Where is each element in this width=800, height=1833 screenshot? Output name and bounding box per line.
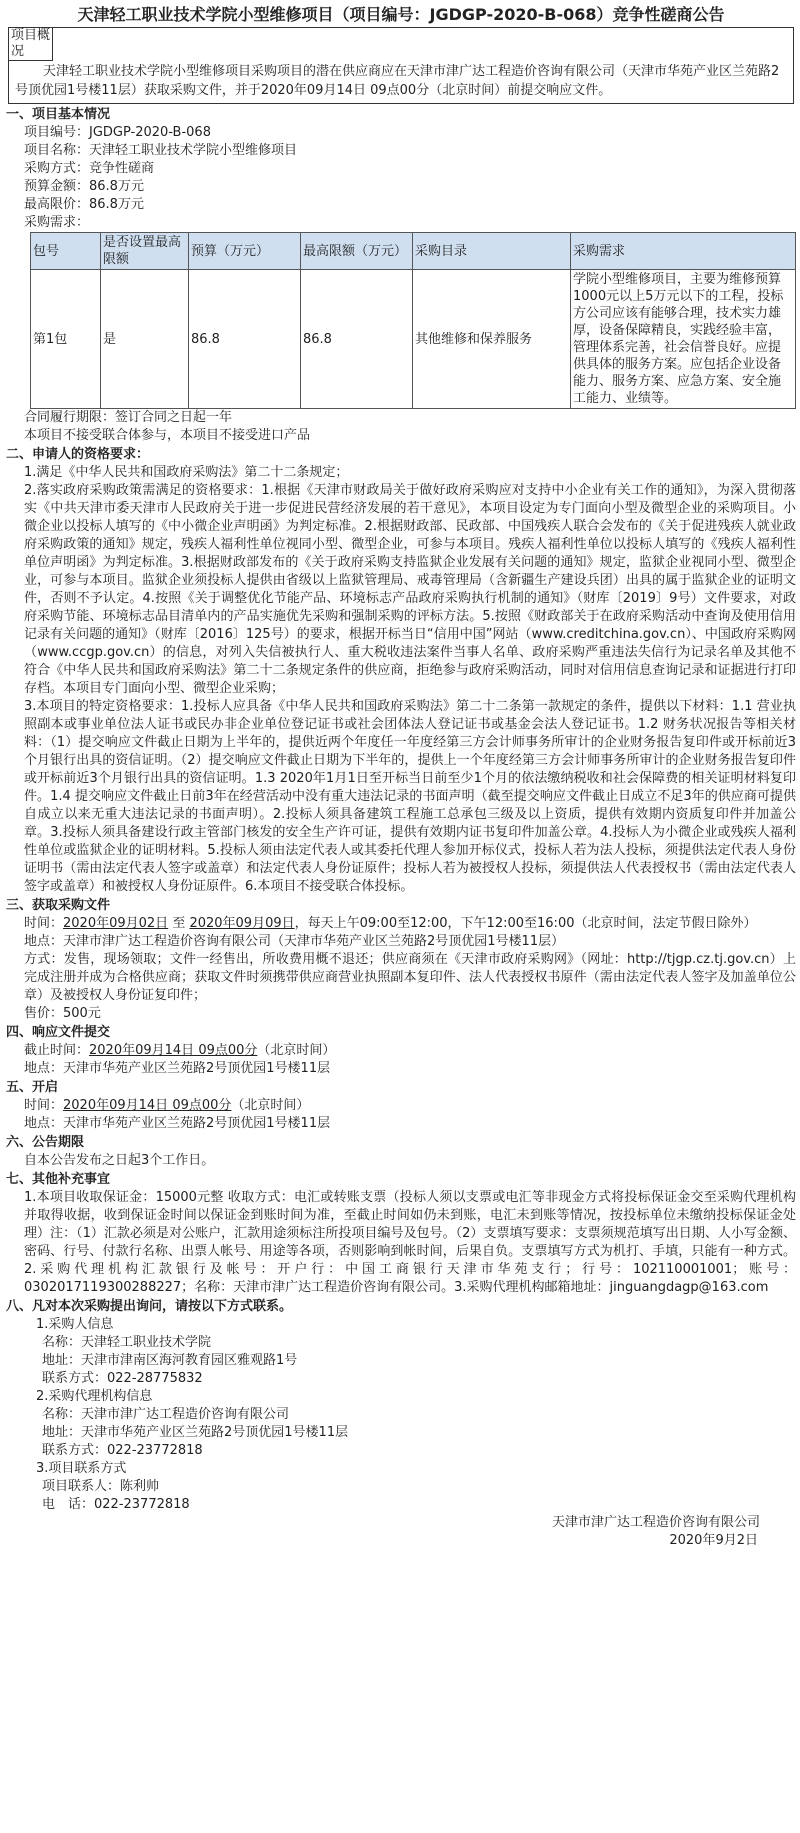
contract-term: 合同履行期限：签订合同之日起一年 [24, 410, 233, 425]
qualification-1: 1.满足《中华人民共和国政府采购法》第二十二条规定； [24, 465, 349, 480]
table-cell: 其他维修和保养服务 [413, 270, 571, 409]
submission-deadline [6, 1042, 796, 1060]
section-contacts [6, 1298, 796, 1514]
qualification-3: 3.本项目的特定资格要求：1.投标人应具备《中华人民共和国政府采购法》第二十二条第一款规定的条件，提供以下材料：1.1 营业执照副本或事业单位法人证书或民办非企业单位登记证书或社会团体法人登记证书或基金会法人登记证书。1.2 财务状况报告等相关材料：（1）提交响应文件截止日期为上半年的，提供近两个年度任一年度经第三方会计师事务所审计的企业财务报告复印件或开标前近3个月银行出具的资信证明。（2）提交响应文件截止日期为下半年的，提供上一个年度经第三方会计师事务所审计的企业财务报告复印件或开标前近3个月银行出具的资信证明。1.3 2020年1月1日至开标当日前至少1个月的依法缴纳税收和社会保障费的相关证明材料复印件。1.4 提交响应文件截止日前3年在经营活动中没有重大违法记录的书面声明（截至提交响应文件截止日成立不足3年的供应商可提供自成立以来无重大违法记录的书面声明）。2.投标人须具备建筑工程施工总承包三级及以上资质，提供有效期内资质复印件并加盖公章。3.投标人须具备建设行政主管部门核发的安全生产许可证，提供有效期内证书复印件加盖公章。4.投标人为小微企业或残疾人福利性单位或监狱企业的证明材料。5.投标人须由法定代表人或其委托代理人参加开标仪式，投标人若为法人投标，须提供法定代表人身份证明书（需由法定代表人签字或盖章）和法定代表人身份证原件；投标人若为被授权人投标，须提供法人代表授权书（需由法定代表人签字或盖章）和被授权人身份证原件。6.本项目不接受联合体投标。 [24, 699, 796, 894]
opening-time-suffix: （北京时间） [231, 1098, 310, 1113]
agency-address: 地址：天津市华苑产业区兰苑路2号顶优园1号楼11层 [42, 1425, 349, 1440]
requirement-label: 采购需求： [24, 215, 90, 230]
submission-place: 地点：天津市华苑产业区兰苑路2号顶优园1号楼11层 [24, 1061, 331, 1076]
table-cell: 86.8 [189, 270, 301, 409]
page-title: 天津轻工职业技术学院小型维修项目（项目编号：JGDGP-2020-B-068）竞争性磋商公告 [77, 5, 725, 24]
obtain-place: 地点：天津市津广达工程造价咨询有限公司（天津市华苑产业区兰苑路2号顶优园1号楼11层） [24, 934, 565, 949]
overview-label: 项目概况 [9, 28, 53, 61]
col-header: 采购需求 [571, 233, 796, 270]
section-notice-period [6, 1134, 796, 1170]
footer [6, 1514, 796, 1550]
purchaser-title: 1.采购人信息 [36, 1317, 114, 1332]
section-other-matters [6, 1171, 796, 1297]
section-heading: 一、项目基本情况 [6, 107, 111, 122]
project-contact-phone: 电 话：022-23772818 [42, 1497, 190, 1512]
section-heading: 三、获取采购文件 [6, 898, 111, 913]
agency-title: 2.采购代理机构信息 [36, 1389, 153, 1404]
obtain-time-mid: 至 [168, 916, 190, 931]
section-heading: 八、凡对本次采购提出询问，请按以下方式联系。 [6, 1299, 293, 1314]
section-obtain-documents [6, 897, 796, 1023]
project-contact-person: 项目联系人：陈利帅 [42, 1479, 160, 1494]
deadline-prefix: 截止时间： [24, 1043, 90, 1058]
section-heading: 四、响应文件提交 [6, 1025, 111, 1040]
obtain-time-suffix: ，每天上午09:00至12:00，下午12:00至16:00（北京时间，法定节假日除外） [294, 916, 757, 931]
obtain-time-to: 2020年09月09日 [189, 916, 295, 931]
section-heading: 六、公告期限 [6, 1135, 85, 1150]
col-header: 是否设置最高限额 [101, 233, 189, 270]
overview-box [8, 27, 794, 104]
col-header: 预算（万元） [189, 233, 301, 270]
col-header: 包号 [31, 233, 101, 270]
project-name: 项目名称：天津轻工职业技术学院小型维修项目 [24, 143, 298, 158]
obtain-price: 售价：500元 [24, 1006, 101, 1021]
agency-phone: 联系方式：022-23772818 [42, 1443, 203, 1458]
other-matters-text: 1.本项目收取保证金：15000元整 收取方式：电汇或转账支票（投标人须以支票或电汇等非现金方式将投标保证金交至采购代理机构并取得收据，收到保证金时间以保证金到账时间为准，至截止时间如仍未到账，电汇未到账等情况，按投标单位未缴纳投标保证金处理）注：（1）汇款必须是对公账户，汇款用途须标注所投项目编号及包号。（2）支票填写要求：支票须规范填写出日期、人小写金额、密码、行号、付款行名称、出票人帐号、用途等各项，否则影响到帐时间，后果自负。支票填写方式为机打、手填，只能有一种方式。2.采购代理机构汇款银行及帐号：开户行：中国工商银行天津市华苑支行；行号：102110001001；账号：0302017119300288227；名称：天津市津广达工程造价咨询有限公司。3.采购代理机构邮箱地址：jinguangdagp@163.com [24, 1190, 796, 1295]
project-contact-title: 3.项目联系方式 [36, 1461, 127, 1476]
table-header-row [31, 233, 796, 270]
purchaser-address: 地址：天津市津南区海河教育园区雅观路1号 [42, 1353, 298, 1368]
opening-place: 地点：天津市华苑产业区兰苑路2号顶优园1号楼11层 [24, 1116, 331, 1131]
table-cell: 是 [101, 270, 189, 409]
footer-org: 天津市津广达工程造价咨询有限公司 [551, 1515, 760, 1530]
notice-period-text: 自本公告发布之日起3个工作日。 [24, 1153, 215, 1168]
qualification-2: 2.落实政府采购政策需满足的资格要求：1.根据《天津市财政局关于做好政府采购应对支持中小企业有关工作的通知》，为深入贯彻落实《中共天津市委天津市人民政府关于进一步促进民营经济发展的若干意见》，本项目设定为专门面向小型及微型企业的采购项目。小微企业以投标人填写的《中小微企业声明函》为判定标准。2.根据财政部、民政部、中国残疾人联合会发布的《关于促进残疾人就业政府采购政策的通知》规定，残疾人福利性单位视同小型、微型企业，可参与本项目。残疾人福利性单位以投标人填写的《残疾人福利性单位声明函》为判定标准。3.根据财政部发布的《关于政府采购支持监狱企业发展有关问题的通知》规定，监狱企业视同小型、微型企业，可参与本项目。监狱企业须投标人提供由省级以上监狱管理局、戒毒管理局（含新疆生产建设兵团）出具的属于监狱企业的证明文件，否则不予认定。4.按照《关于调整优化节能产品、环境标志产品政府采购执行机制的通知》（财库〔2019〕9号）文件要求，对政府采购节能、环境标志品目清单内的产品实施优先采购和强制采购的评标方法。5.按照《财政部关于在政府采购活动中查询及使用信用记录有关问题的通知》（财库〔2016〕125号）的要求，根据开标当日“信用中国”网站（www.creditchina.gov.cn）、中国政府采购网（www.ccgp.gov.cn）的信息，对列入失信被执行人、重大税收违法案件当事人名单、政府采购严重违法失信行为记录名单及其他不符合《中华人民共和国政府采购法》第二十二条规定条件的供应商，拒绝参与政府采购活动，同时对信用信息查询记录和证据进行打印存档。本项目专门面向小型、微型企业采购； [24, 483, 796, 696]
consortium-note: 本项目不接受联合体参与，本项目不接受进口产品 [24, 428, 311, 443]
opening-time [6, 1097, 796, 1115]
col-header: 最高限额（万元） [301, 233, 413, 270]
col-header: 采购目录 [413, 233, 571, 270]
deadline-suffix: （北京时间） [257, 1043, 336, 1058]
requirements-table [30, 232, 796, 409]
obtain-time-from: 2020年09月02日 [63, 916, 169, 931]
opening-time-prefix: 时间： [24, 1098, 64, 1113]
project-number: 项目编号：JGDGP-2020-B-068 [24, 125, 211, 140]
table-row [31, 270, 796, 409]
opening-time-value: 2020年09月14日 09点00分 [63, 1098, 232, 1113]
table-cell: 86.8 [301, 270, 413, 409]
deadline-value: 2020年09月14日 09点00分 [89, 1043, 258, 1058]
overview-text: 天津轻工职业技术学院小型维修项目采购项目的潜在供应商应在天津市津广达工程造价咨询有限公司（天津市华苑产业区兰苑路2号顶优园1号楼11层）获取采购文件，并于2020年09月14日 09点00分（北京时间）前提交响应文件。 [15, 64, 780, 98]
section-heading: 七、其他补充事宜 [6, 1172, 111, 1187]
procurement-method: 采购方式：竞争性磋商 [24, 161, 155, 176]
purchaser-name: 名称：天津轻工职业技术学院 [42, 1335, 212, 1350]
section-heading: 二、申请人的资格要求： [6, 447, 150, 462]
obtain-time-prefix: 时间： [24, 916, 64, 931]
obtain-method: 方式：发售，现场领取；文件一经售出，所收费用概不退还；供应商须在《天津市政府采购网》（网址：http://tjgp.cz.tj.gov.cn）上完成注册并成为合格供应商；获取文件时须携带供应商营业执照副本复印件、法人代表授权书原件（需由法定代表人签字及加盖单位公章）及被授权人身份证复印件； [24, 952, 796, 1003]
purchaser-phone: 联系方式：022-28775832 [42, 1371, 203, 1386]
max-price: 最高限价：86.8万元 [24, 197, 144, 212]
table-cell: 学院小型维修项目，主要为维修预算1000元以上5万元以下的工程，投标方公司应该有能够合理，技术实力雄厚，设备保障精良，实践经验丰富，管理体系完善，社会信誉良好。应提供具体的服务方案。应包括企业设备能力、服务方案、应急方案、安全施工能力、业绩等。 [571, 270, 796, 409]
section-basic-info [6, 106, 796, 445]
section-opening [6, 1079, 796, 1133]
table-cell: 第1包 [31, 270, 101, 409]
budget-amount: 预算金额：86.8万元 [24, 179, 144, 194]
footer-date: 2020年9月2日 [669, 1533, 758, 1548]
section-submission [6, 1024, 796, 1078]
section-qualifications [6, 446, 796, 896]
agency-name: 名称：天津市津广达工程造价咨询有限公司 [42, 1407, 290, 1422]
section-heading: 五、开启 [6, 1080, 59, 1095]
obtain-time [6, 915, 796, 933]
